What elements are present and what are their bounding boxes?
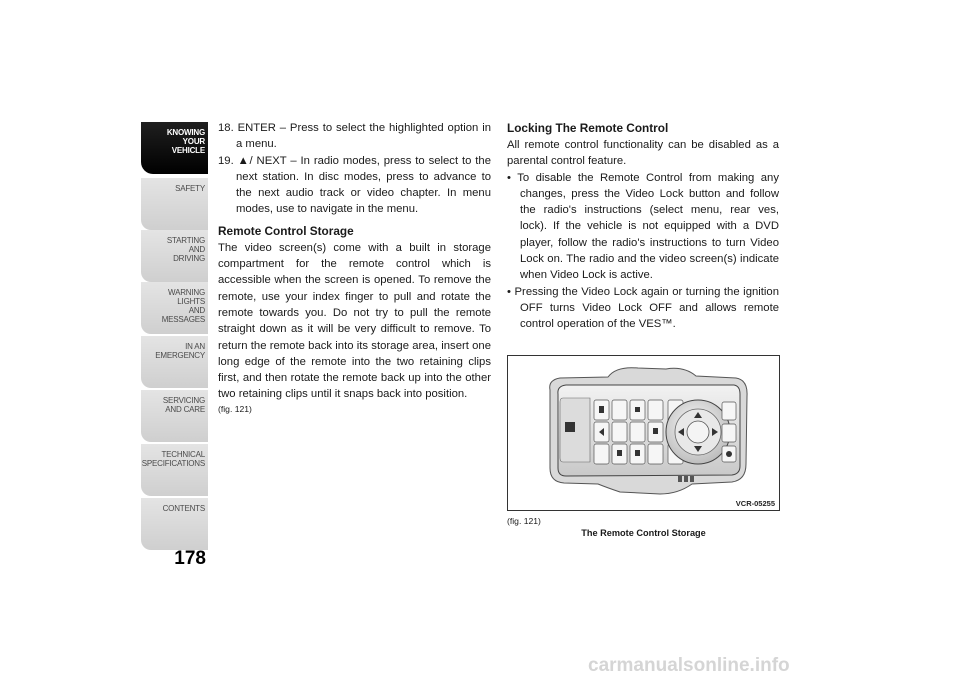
bullet-video-lock-off: • Pressing the Video Lock again or turning the ignition OFF turns Video Lock OFF and allows remote control operation of the VES™.: [507, 285, 779, 331]
section-tab-label: AND: [188, 245, 205, 254]
body-remote-storage: The video screen(s) come with a built in storage compartment for the remote control which is accessible when the screen is opened. To remove the remote, use your index finger to pull and rotate the remote towards you. Do not try to pull the remote straight down as it will be very difficult to remove. To return the remote back into its storage area, insert one long edge of the remote into the two retaining clips first, and then rotate the remote back up into the other two retaining clips until it snaps back into position.: [218, 241, 491, 401]
list-item-18: 18. ENTER – Press to select the highlighted option in a menu.: [218, 122, 491, 151]
figure-code: VCR-05255: [735, 499, 775, 508]
section-heading-locking: Locking The Remote Control: [507, 121, 669, 135]
figure-reference: (fig. 121): [218, 403, 252, 414]
section-tab-label: AND: [188, 306, 205, 315]
section-tab-label: CONTENTS: [162, 504, 205, 513]
section-tab-label: TECHNICAL: [161, 450, 205, 459]
section-tab-label: SAFETY: [175, 184, 205, 193]
section-tab-8[interactable]: [141, 498, 208, 550]
section-tab-7[interactable]: [141, 444, 208, 496]
bullet-disable-remote: • To disable the Remote Control from making any changes, press the Video Lock button and follow the radio's instructions (select menu, rear ves, lock). If the vehicle is not equipped with a DVD player, follow the radio's instructions to turn Video Lock on. The radio and the video screen(s) indicate when Video Lock is active.: [507, 171, 779, 282]
page-number: 178: [174, 548, 206, 569]
section-tab-label: KNOWING: [166, 128, 205, 137]
section-tab-label: YOUR: [182, 137, 205, 146]
section-tab-label: EMERGENCY: [155, 351, 205, 360]
right-column: [507, 120, 779, 333]
figure-label: (fig. 121): [507, 516, 541, 526]
section-tab-label: SERVICING: [162, 396, 205, 405]
section-tab-label: STARTING: [166, 236, 205, 245]
section-tab-label: DRIVING: [173, 254, 205, 263]
body-locking-intro: All remote control functionality can be disabled as a parental control feature.: [507, 139, 779, 168]
section-tab-3[interactable]: [141, 230, 208, 282]
section-tab-label: IN AN: [185, 342, 205, 351]
section-tab-label: SPECIFICATIONS: [141, 459, 205, 468]
section-tab-label: MESSAGES: [161, 315, 205, 324]
section-tab-label: VEHICLE: [171, 146, 205, 155]
section-tab-5[interactable]: [141, 336, 208, 388]
section-tab-1[interactable]: [141, 122, 208, 174]
section-tab-4[interactable]: [141, 282, 208, 334]
section-tab-6[interactable]: [141, 390, 208, 442]
section-tab-label: AND CARE: [165, 405, 205, 414]
section-heading-remote-storage: Remote Control Storage: [218, 223, 354, 238]
section-tab-label: WARNING: [168, 288, 205, 297]
remote-control-illustration: [508, 356, 780, 511]
figure-caption: The Remote Control Storage: [581, 528, 706, 538]
list-item-19: 19. ▲/ NEXT – In radio modes, press to select to the next station. In disc modes, press to advance to the next audio track or video chapter. In menu modes, use to navigate in the menu.: [218, 154, 491, 216]
left-column: [218, 120, 491, 415]
remote-control-figure: [507, 355, 780, 511]
watermark: carmanualsonline.info: [588, 655, 790, 676]
section-tab-2[interactable]: [141, 178, 208, 230]
section-tab-label: LIGHTS: [177, 297, 205, 306]
